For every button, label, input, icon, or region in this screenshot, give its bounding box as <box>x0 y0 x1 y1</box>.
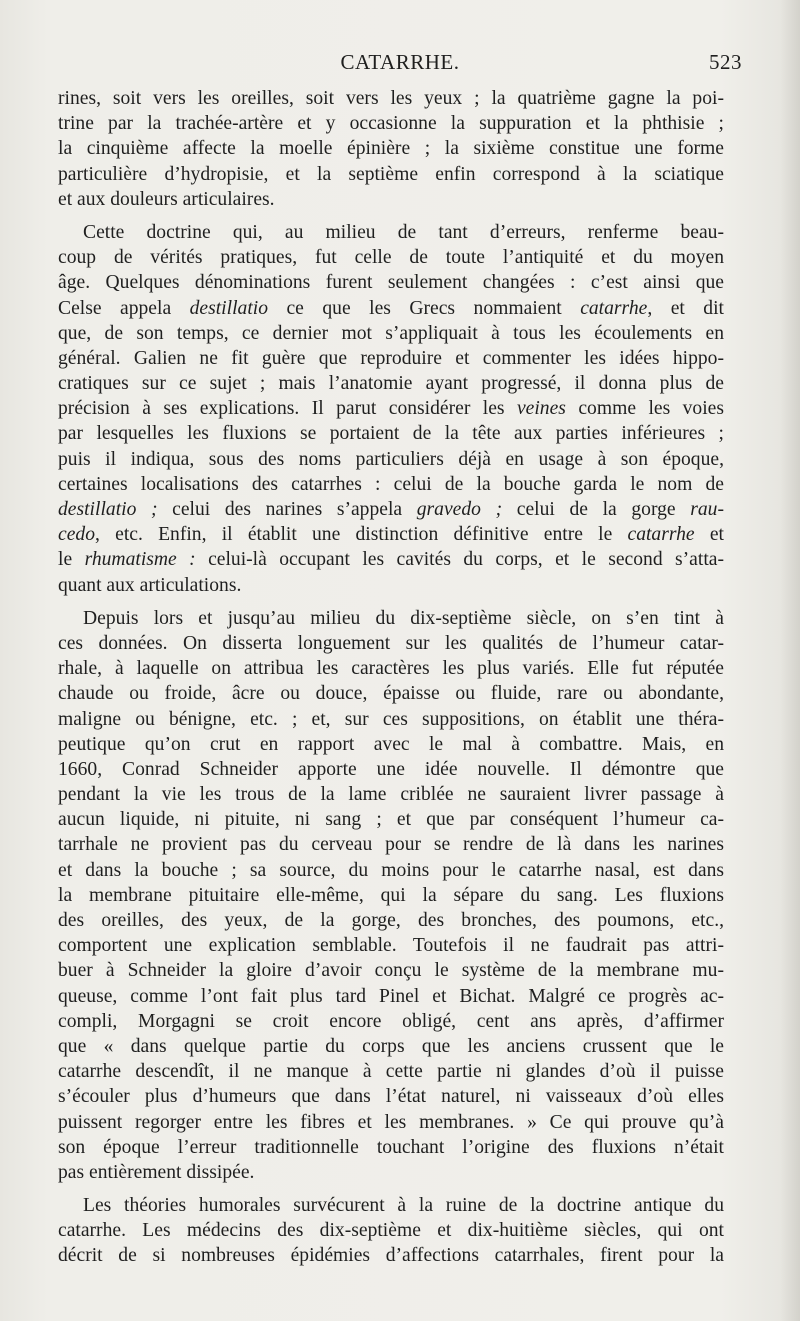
text-line: le rhumatisme : celui-là occupant les cavités du corps, et le second s’atta- <box>58 549 724 571</box>
text-line: 1660, Conrad Schneider apporte une idée nouvelle. Il démontre que <box>58 758 724 780</box>
text-line: compli, Morgagni se croit encore obligé, cent ans après, d’affirmer <box>58 1010 724 1032</box>
paragraph-gap <box>58 598 724 606</box>
text-line: décrit de si nombreuses épidémies d’affections catarrhales, firent pour la <box>58 1245 724 1267</box>
paragraph <box>58 220 724 598</box>
text-line: comportent une explication semblable. Toutefois il ne faudrait pas attri- <box>58 935 724 957</box>
text-line: peutique qu’on crut en rapport avec le mal à combattre. Mais, en <box>58 733 724 755</box>
text-line: pas entièrement dissipée. <box>58 1161 255 1183</box>
text-line: son époque l’erreur traditionnelle touchant l’origine des fluxions n’était <box>58 1136 724 1158</box>
text-line: trine par la trachée-artère et y occasionne la suppuration et la phthisie ; <box>58 113 724 135</box>
text-line: coup de vérités pratiques, fut celle de toute l’antiquité et du moyen <box>58 247 724 269</box>
text-line: rines, soit vers les oreilles, soit vers les yeux ; la quatrième gagne la poi- <box>58 88 724 109</box>
text-line: pendant la vie les trous de la lame criblée ne sauraient livrer passage à <box>58 784 724 806</box>
text-line: aucun liquide, ni pituite, ni sang ; et que par conséquent l’humeur ca- <box>58 809 724 831</box>
text-line: et dans la bouche ; sa source, du moins pour le catarrhe nasal, est dans <box>58 859 724 881</box>
text-line: quant aux articulations. <box>58 574 242 596</box>
text-line: que « dans quelque partie du corps que les anciens crussent que le <box>58 1035 724 1057</box>
text-line: chaude ou froide, âcre ou douce, épaisse ou fluide, rare ou abondante, <box>58 683 724 705</box>
text-line: et aux douleurs articulaires. <box>58 188 275 210</box>
text-line: rhale, à laquelle on attribua les caractères les plus variés. Elle fut réputée <box>58 658 724 680</box>
text-line: la cinquième affecte la moelle épinière ; la sixième constitue une forme <box>58 138 724 160</box>
running-title: CATARRHE. <box>340 50 460 74</box>
text-line: catarrhe. Les médecins des dix-septième et dix-huitième siècles, qui ont <box>58 1220 724 1242</box>
page-edge-shadow <box>780 0 800 1321</box>
text-line: ces données. On disserta longuement sur les qualités de l’humeur catar- <box>58 632 724 654</box>
text-line: par lesquelles les fluxions se portaient de la tête aux parties inférieures ; <box>58 423 724 445</box>
paragraph-gap <box>58 1185 724 1193</box>
text-line: s’écouler plus d’humeurs que dans l’état naturel, ni vaisseaux d’où elles <box>58 1086 724 1108</box>
text-line: maligne ou bénigne, etc. ; et, sur ces suppositions, on établit une théra- <box>58 708 724 730</box>
paragraph <box>58 606 724 1185</box>
text-line: précision à ses explications. Il parut considérer les veines comme les voies <box>58 398 724 420</box>
paragraph-gap <box>58 212 724 220</box>
text-line: puis il indiqua, sous des noms particuliers déjà en usage à son époque, <box>58 448 724 470</box>
text-line: Celse appela destillatio ce que les Grecs nommaient catarrhe, et dit <box>58 297 724 319</box>
text-line: particulière d’hydropisie, et la septième enfin correspond à la sciatique <box>58 163 724 185</box>
page-number: 523 <box>709 50 742 74</box>
text-line: puissent regorger entre les fibres et les membranes. » Ce qui prouve qu’à <box>58 1111 724 1133</box>
text-line: la membrane pituitaire elle-même, qui la sépare du sang. Les fluxions <box>58 884 724 906</box>
text-line: Les théories humorales survécurent à la ruine de la doctrine antique du <box>83 1195 724 1217</box>
running-header <box>58 50 742 80</box>
text-line: tarrhale ne provient pas du cerveau pour se rendre de là dans les narines <box>58 834 724 856</box>
text-line: cratiques sur ce sujet ; mais l’anatomie ayant progressé, il donna plus de <box>58 373 724 395</box>
text-line: queuse, comme l’ont fait plus tard Pinel et Bichat. Malgré ce progrès ac- <box>58 985 724 1007</box>
text-line: cedo, etc. Enfin, il établit une distinction définitive entre le catarrhe et <box>58 524 724 546</box>
text-line: destillatio ; celui des narines s’appela gravedo ; celui de la gorge rau- <box>58 499 724 520</box>
text-line: Cette doctrine qui, au milieu de tant d’erreurs, renferme beau- <box>83 221 724 243</box>
text-line: âge. Quelques dénominations furent seulement changées : c’est ainsi que <box>58 272 724 294</box>
text-line: certaines localisations des catarrhes : celui de la bouche garda le nom de <box>58 473 724 495</box>
body-text <box>58 86 724 1269</box>
text-line: que, de son temps, ce dernier mot s’appliquait à tous les écoulements en <box>58 322 724 344</box>
text-line: Depuis lors et jusqu’au milieu du dix-septième siècle, on s’en tint à <box>83 607 724 629</box>
paragraph <box>58 1193 724 1269</box>
paragraph <box>58 86 724 212</box>
text-line: général. Galien ne fit guère que reproduire et commenter les idées hippo- <box>58 347 724 369</box>
text-line: catarrhe descendît, il ne manque à cette partie ni glandes d’où il puisse <box>58 1061 724 1083</box>
text-line: des oreilles, des yeux, de la gorge, des bronches, des poumons, etc., <box>58 910 724 931</box>
text-line: buer à Schneider la gloire d’avoir conçu le système de la membrane mu- <box>58 960 724 982</box>
